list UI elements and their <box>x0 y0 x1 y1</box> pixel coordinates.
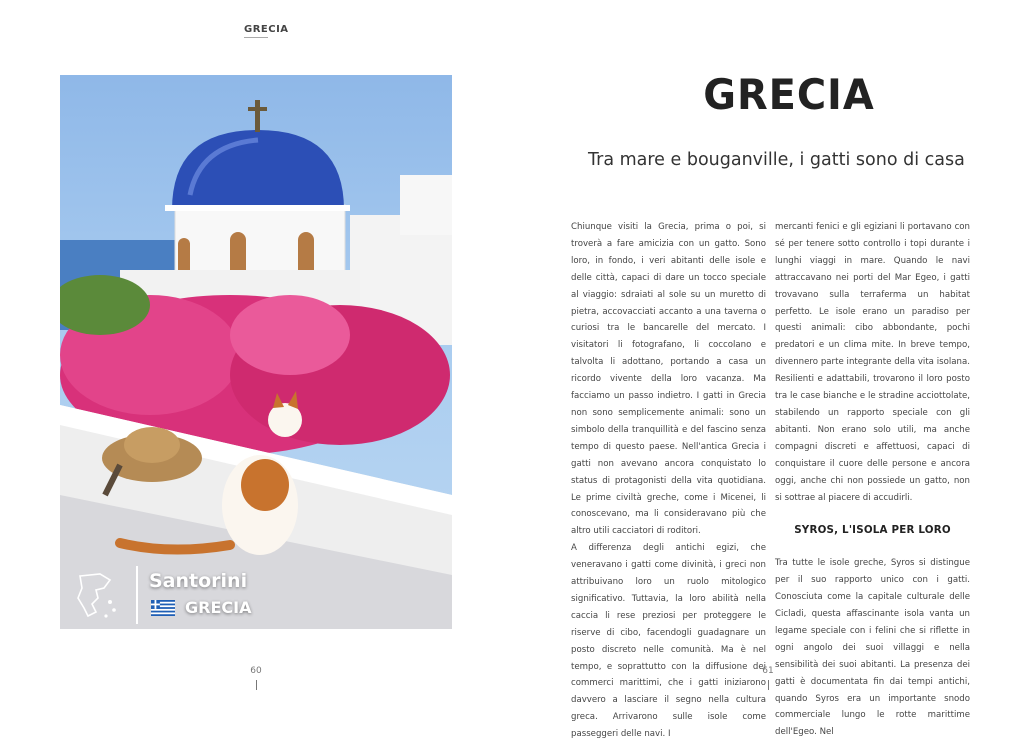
santorini-photo <box>60 75 452 629</box>
text-column-1 <box>571 219 766 743</box>
paragraph: Chiunque visiti la Grecia, prima o poi, si troverà a fare amicizia con un gatto. Sono loro, in fondo, i veri abitanti delle isole e delle città, capaci di dare un tocco speciale al viaggio: sdraiati al sole su un muretto di pietra, accovacciati accanto a una taverna o curiosi tra le bancarelle del mercato. I visitatori li fotografano, li coccolano e talvolta li adottano, portando a casa un ricordo vivente della loro vacanza. Ma facciamo un passo indietro. I gatti in Grecia non sono semplicemente animali: sono un simbolo della tranquillità e del fascino senza tempo di questo paese. Nell'antica Grecia i gatti non avevano ancora conquistato lo status di protagonisti della vita quotidiana. Le prime civiltà greche, come i Micenei, li conoscevano, ma li consideravano più che altro utili cacciatori di roditori. <box>571 222 766 537</box>
church-body <box>175 205 345 280</box>
page-number-left: 60 <box>241 666 271 690</box>
greek-flag-icon <box>150 600 176 616</box>
page-number-right: 61 <box>753 666 783 690</box>
article-subtitle: Tra mare e bouganville, i gatti sono di casa <box>588 150 965 170</box>
text-column-2 <box>775 219 970 741</box>
paragraph: A differenza degli antichi egizi, che veneravano i gatti come divinità, i greci non attribuivano loro un ruolo mitologico significativo. Tuttavia, la loro abilità nella caccia li rese preziosi per proteggere le riserve di cibo, facendogli guadagnare un posto discreto nelle comunità. Ma è nel tempo, e soprattutto con la diffusione dei commerci marittimi, che i gatti iniziarono davvero a lasciare il segno nella cultura greca. Arrivarono sulle isole come passeggeri delle navi. I <box>571 543 766 740</box>
article-title: GRECIA <box>703 70 875 119</box>
photo-illustration <box>60 75 452 629</box>
cross <box>255 100 260 132</box>
paragraph: Tra tutte le isole greche, Syros si distingue per il suo rapporto unico con i gatti. Conosciuta come la capitale culturale delle Cicladi, questa affascinante isola vanta un legame speciale con i felini che si riflette in ogni angolo dei suoi villaggi e nella sensibilità dei suoi abitanti. La presenza dei gatti è documentata fin dai tempi antichi, quando Syros era un importante snodo commerciale lungo le rotte marittime dell'Egeo. Nel <box>775 558 970 738</box>
arched-window <box>230 232 246 270</box>
photo-caption-place: Santorini <box>149 570 248 592</box>
running-head: GRECIA <box>244 24 289 38</box>
greece-map-icon <box>70 568 126 624</box>
paragraph: mercanti fenici e gli egiziani li portavano con sé per tenere sotto controllo i topi durante i lunghi viaggi in mare. Quando le navi attraccavano nei porti del Mar Egeo, i gatti trovavano sulla terraferma un habitat perfetto. Le isole erano un paradiso per questi animali: cibo abbondante, pochi predatori e un clima mite. In breve tempo, divennero parte integrante della vita isolana. Resilienti e adattabili, trovarono il loro posto tra le case bianche e le stradine acciottolate, stabilendo un rapporto speciale con gli abitanti. Non erano solo utili, ma anche compagni discreti e affettuosi, capaci di conquistare il cuore delle persone e ancora oggi, anche chi non possiede un gatto, non si sottrae al piacere di accudirli. <box>775 222 970 503</box>
section-heading: SYROS, L'ISOLA PER LORO <box>794 524 951 537</box>
caption-divider <box>136 566 138 624</box>
arched-window <box>298 232 314 270</box>
photo-caption-country: GRECIA <box>185 598 252 617</box>
